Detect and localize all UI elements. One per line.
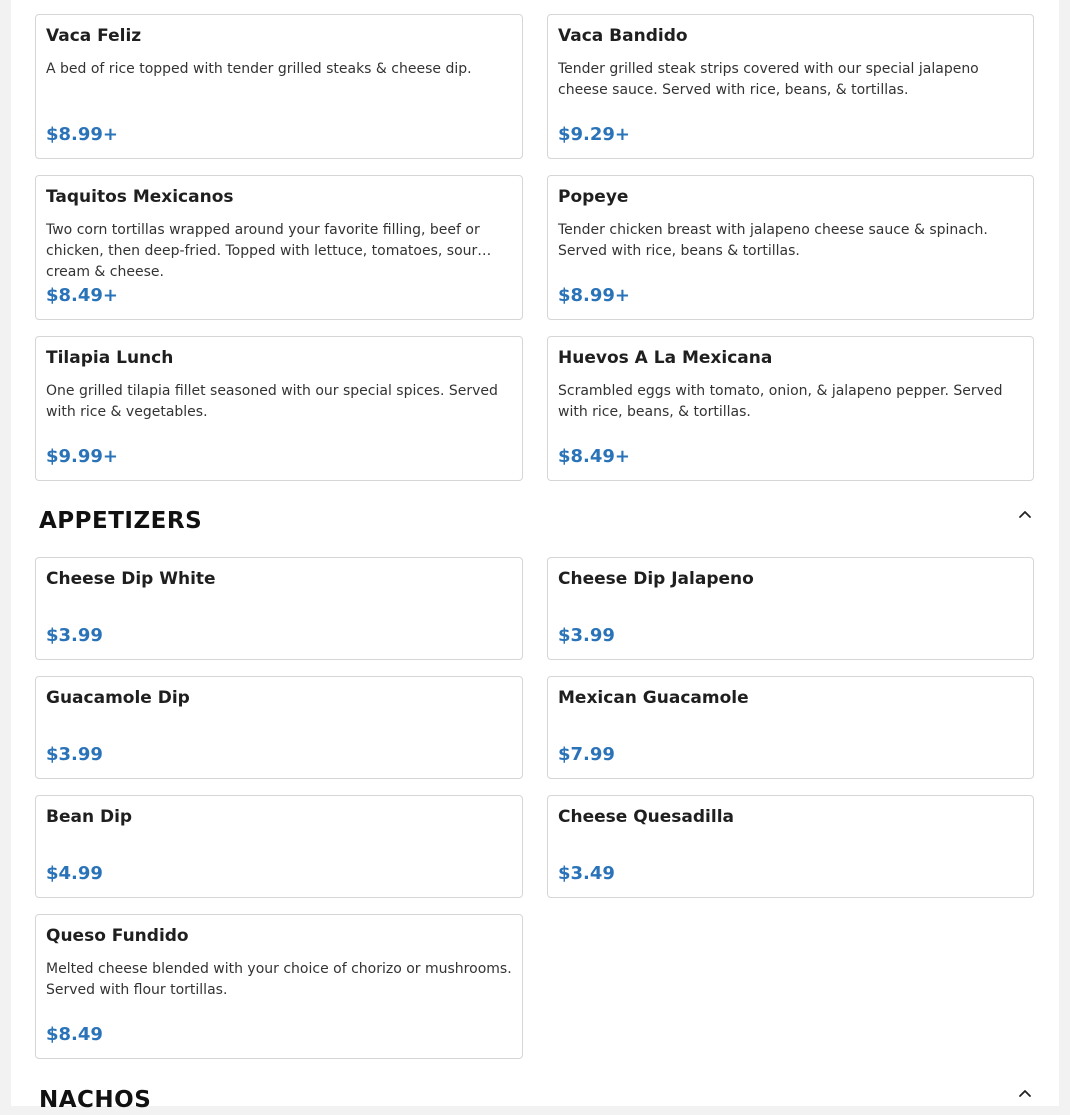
chevron-up-icon[interactable]	[1017, 506, 1033, 522]
item-description: Scrambled eggs with tomato, onion, & jalapeno pepper. Served with rice, beans, & tortillas.	[558, 383, 1003, 420]
item-name: Tilapia Lunch	[46, 348, 174, 368]
item-name: Popeye	[558, 187, 629, 207]
menu-item-card[interactable]	[35, 336, 523, 481]
item-price: $3.99	[46, 625, 103, 646]
item-price: $8.49	[46, 1024, 103, 1045]
section-title: APPETIZERS	[39, 508, 203, 534]
menu-item-card[interactable]	[35, 175, 523, 320]
section-title: NACHOS	[39, 1087, 152, 1113]
item-name: Cheese Dip White	[46, 569, 216, 589]
item-price: $3.49	[558, 863, 615, 884]
item-name: Mexican Guacamole	[558, 688, 749, 708]
menu-item-card[interactable]	[547, 175, 1034, 320]
item-price: $8.99+	[46, 124, 119, 145]
item-name: Guacamole Dip	[46, 688, 190, 708]
chevron-up-icon[interactable]	[1017, 1085, 1033, 1101]
item-description: Tender chicken breast with jalapeno cheese sauce & spinach. Served with rice, beans & tortillas.	[558, 222, 988, 259]
menu-item-card[interactable]	[547, 676, 1034, 779]
item-description: Two corn tortillas wrapped around your favorite filling, beef or chicken, then deep-fried. Topped with lettuce, tomatoes, sour cream & cheese.	[46, 222, 480, 280]
item-name: Queso Fundido	[46, 926, 189, 946]
menu-item-card[interactable]	[35, 14, 523, 159]
item-price: $9.99+	[46, 446, 119, 467]
item-price: $8.49+	[46, 285, 119, 306]
menu-item-card[interactable]	[35, 914, 523, 1059]
item-name: Taquitos Mexicanos	[46, 187, 234, 207]
menu-item-card[interactable]	[547, 14, 1034, 159]
item-price: $8.99+	[558, 285, 631, 306]
item-price: $7.99	[558, 744, 615, 765]
item-description: One grilled tilapia fillet seasoned with our special spices. Served with rice & vegetables.	[46, 383, 498, 420]
item-name: Huevos A La Mexicana	[558, 348, 773, 368]
item-price: $3.99	[46, 744, 103, 765]
lunch-menu-grid	[35, 14, 1034, 481]
menu-item-card[interactable]	[547, 336, 1034, 481]
menu-page	[11, 0, 1059, 1113]
item-price: $8.49+	[558, 446, 631, 467]
item-name: Vaca Bandido	[558, 26, 688, 46]
item-price: $4.99	[46, 863, 103, 884]
menu-item-card[interactable]	[547, 795, 1034, 898]
item-name: Bean Dip	[46, 807, 133, 827]
item-name: Cheese Dip Jalapeno	[558, 569, 754, 589]
item-name: Cheese Quesadilla	[558, 807, 735, 827]
menu-item-card[interactable]	[35, 557, 523, 660]
appetizers-grid	[35, 557, 1034, 1059]
item-description: A bed of rice topped with tender grilled steaks & cheese dip.	[46, 61, 472, 77]
menu-item-card[interactable]	[35, 676, 523, 779]
item-description: Tender grilled steak strips covered with our special jalapeno cheese sauce. Served with rice, beans, & tortillas.	[558, 61, 979, 98]
item-price: $9.29+	[558, 124, 631, 145]
item-name: Vaca Feliz	[46, 26, 142, 46]
item-price: $3.99	[558, 625, 615, 646]
menu-item-card[interactable]	[547, 557, 1034, 660]
section-header-appetizers[interactable]	[39, 506, 1033, 536]
item-description: Melted cheese blended with your choice of chorizo or mushrooms. Served with flour tortillas.	[46, 961, 512, 998]
menu-item-card[interactable]	[35, 795, 523, 898]
section-header-nachos[interactable]	[39, 1085, 1033, 1115]
